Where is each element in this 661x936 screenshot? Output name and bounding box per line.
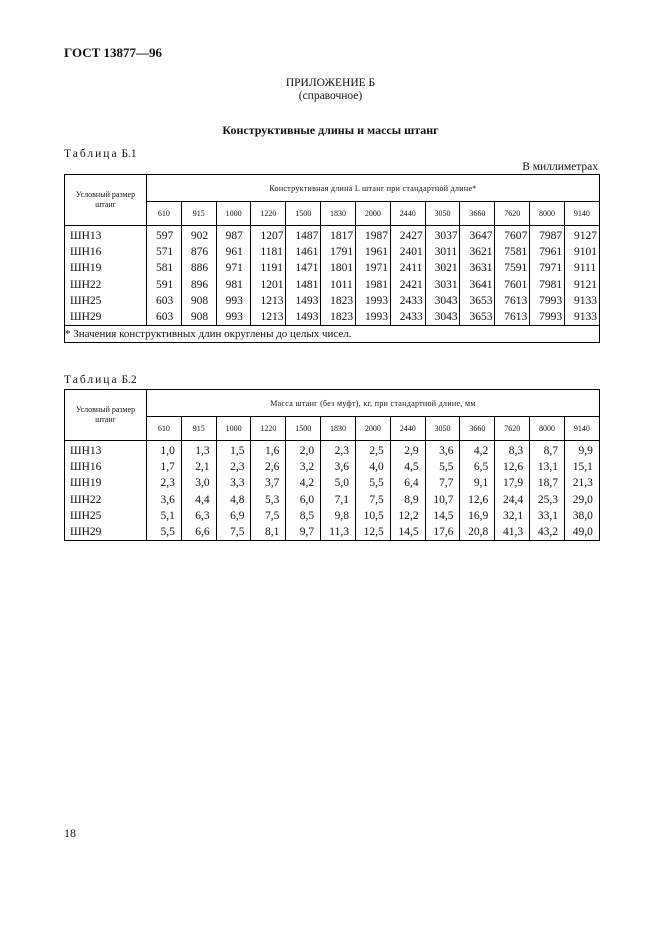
row-size-label: ШН29 [65,524,147,541]
table-cell: 25,3 [530,492,565,508]
table-cell: 961 [216,244,251,260]
table-cell: 7,5 [355,492,390,508]
table-cell: 1,3 [181,441,216,460]
table2-length-col-header: 1830 [321,417,356,441]
table-cell: 993 [216,309,251,326]
table1-caption-word: Таблица [64,148,119,160]
table-cell: 3043 [425,293,460,309]
table-cell: 7,1 [321,492,356,508]
row-size-label: ШН22 [65,492,147,508]
table-cell: 3031 [425,277,460,293]
table2-length-col-header: 9140 [564,417,599,441]
row-size-label: ШН16 [65,244,147,260]
table1-length-col-header: 1220 [251,202,286,226]
table-cell: 876 [181,244,216,260]
table-cell: 1213 [251,309,286,326]
table-cell: 2427 [390,226,425,245]
table-row [65,293,600,309]
table-cell: 8,5 [286,508,321,524]
table-cell: 7601 [495,277,530,293]
table-cell: 2,6 [251,459,286,475]
table1-length-header: Конструктивная длина L штанг при стандартной длине* [147,175,600,202]
table-cell: 1981 [355,277,390,293]
table-cell: 2,1 [181,459,216,475]
table-cell: 3,3 [216,475,251,491]
table-cell: 3621 [460,244,495,260]
table-cell: 1971 [355,260,390,276]
table-cell: 6,5 [460,459,495,475]
table-row [65,508,600,524]
table-cell: 14,5 [425,508,460,524]
table-cell: 3021 [425,260,460,276]
table-cell: 603 [147,309,182,326]
table1-length-col-header: 8000 [530,202,565,226]
table-cell: 3037 [425,226,460,245]
table-cell: 24,4 [495,492,530,508]
table1-units: В миллиметрах [522,161,598,173]
table1-length-col-header: 610 [147,202,182,226]
table2 [64,389,600,541]
table-cell: 3653 [460,309,495,326]
table-cell: 10,7 [425,492,460,508]
table-cell: 7581 [495,244,530,260]
table-cell: 1487 [286,226,321,245]
row-size-label: ШН13 [65,441,147,460]
table-cell: 4,8 [216,492,251,508]
row-size-label: ШН29 [65,309,147,326]
table-cell: 9111 [564,260,599,276]
table-cell: 3,7 [251,475,286,491]
table-cell: 3043 [425,309,460,326]
table-cell: 41,3 [495,524,530,541]
table-cell: 7993 [530,293,565,309]
table1-length-col-header: 1500 [286,202,321,226]
table-cell: 1993 [355,293,390,309]
page-number: 18 [64,826,76,840]
table2-length-col-header: 1000 [216,417,251,441]
table-row [65,244,600,260]
table-cell: 9,8 [321,508,356,524]
appendix-heading [0,77,661,103]
table-cell: 9,9 [564,441,599,460]
table-cell: 8,3 [495,441,530,460]
table-cell: 1817 [321,226,356,245]
table-cell: 3631 [460,260,495,276]
table1-length-col-header: 2000 [355,202,390,226]
table-cell: 597 [147,226,182,245]
table-cell: 8,1 [251,524,286,541]
table-row [65,492,600,508]
table-row [65,441,600,460]
table-cell: 7613 [495,293,530,309]
table-cell: 1201 [251,277,286,293]
table-cell: 3641 [460,277,495,293]
table-cell: 2421 [390,277,425,293]
table-cell: 5,1 [147,508,182,524]
table1-size-header: Условный размер штанг [65,175,147,226]
table-cell: 603 [147,293,182,309]
table-cell: 7981 [530,277,565,293]
table-cell: 1801 [321,260,356,276]
table-cell: 902 [181,226,216,245]
table-cell: 7607 [495,226,530,245]
table-cell: 3647 [460,226,495,245]
table-cell: 4,0 [355,459,390,475]
table-cell: 2401 [390,244,425,260]
table-cell: 7971 [530,260,565,276]
table-cell: 9133 [564,293,599,309]
table-cell: 7,5 [216,524,251,541]
table-cell: 14,5 [390,524,425,541]
table-cell: 6,9 [216,508,251,524]
table-cell: 2411 [390,260,425,276]
table-cell: 17,6 [425,524,460,541]
table-cell: 1461 [286,244,321,260]
table-cell: 3653 [460,293,495,309]
table-cell: 3011 [425,244,460,260]
table-cell: 981 [216,277,251,293]
table-cell: 15,1 [564,459,599,475]
table-cell: 7591 [495,260,530,276]
table2-length-col-header: 7620 [495,417,530,441]
table-cell: 1191 [251,260,286,276]
table1-body [65,226,600,326]
table-cell: 908 [181,293,216,309]
table2-caption-word: Таблица [64,374,119,386]
table-cell: 10,5 [355,508,390,524]
table2-length-col-header: 1220 [251,417,286,441]
table1-footnote: * Значения конструктивных длин округлены до целых чисел. [65,326,600,343]
table-cell: 9121 [564,277,599,293]
table1-length-col-header: 2440 [390,202,425,226]
table-cell: 1,6 [251,441,286,460]
document-code: ГОСТ 13877—96 [64,45,163,60]
table-cell: 8,9 [390,492,425,508]
table1-length-col-header: 3050 [425,202,460,226]
table-cell: 4,4 [181,492,216,508]
table-cell: 9133 [564,309,599,326]
table-cell: 4,2 [460,441,495,460]
row-size-label: ШН25 [65,508,147,524]
table-cell: 3,0 [181,475,216,491]
table-cell: 49,0 [564,524,599,541]
table-cell: 1493 [286,293,321,309]
table2-caption [64,374,137,386]
section-title: Конструктивные длины и массы штанг [222,123,439,137]
table-cell: 16,9 [460,508,495,524]
table-cell: 6,0 [286,492,321,508]
table-cell: 1481 [286,277,321,293]
row-size-label: ШН16 [65,459,147,475]
table2-length-col-header: 1500 [286,417,321,441]
table2-length-col-header: 3660 [460,417,495,441]
table2-length-col-header: 915 [181,417,216,441]
table-cell: 2433 [390,309,425,326]
table-cell: 581 [147,260,182,276]
table-cell: 1,5 [216,441,251,460]
table-cell: 6,6 [181,524,216,541]
table-cell: 5,5 [147,524,182,541]
table-cell: 43,2 [530,524,565,541]
table-cell: 32,1 [495,508,530,524]
table-cell: 1987 [355,226,390,245]
table-row [65,309,600,326]
table-cell: 9,1 [460,475,495,491]
table-cell: 20,8 [460,524,495,541]
table-cell: 1961 [355,244,390,260]
table1-length-col-header: 3660 [460,202,495,226]
table-cell: 7987 [530,226,565,245]
table-cell: 5,3 [251,492,286,508]
table-cell: 971 [216,260,251,276]
table-row [65,475,600,491]
row-size-label: ШН25 [65,293,147,309]
table-cell: 2,3 [216,459,251,475]
table1-length-col-header: 1830 [321,202,356,226]
table-cell: 9101 [564,244,599,260]
table-cell: 3,6 [425,441,460,460]
table-cell: 12,5 [355,524,390,541]
table2-size-header: Условный размер штанг [65,390,147,441]
table-cell: 571 [147,244,182,260]
table1-length-col-header: 1000 [216,202,251,226]
table2-caption-number: Б.2 [121,374,137,386]
table-cell: 4,2 [286,475,321,491]
table-cell: 1,7 [147,459,182,475]
table2-length-col-header: 8000 [530,417,565,441]
table-cell: 1993 [355,309,390,326]
table-cell: 1207 [251,226,286,245]
table-cell: 12,2 [390,508,425,524]
table-cell: 38,0 [564,508,599,524]
table2-body [65,441,600,541]
table-row [65,459,600,475]
table2-length-col-header: 2000 [355,417,390,441]
table-cell: 886 [181,260,216,276]
table-cell: 7993 [530,309,565,326]
table-cell: 1823 [321,309,356,326]
table-cell: 7,7 [425,475,460,491]
table-cell: 1213 [251,293,286,309]
row-size-label: ШН19 [65,260,147,276]
appendix-title: ПРИЛОЖЕНИЕ Б [285,77,376,89]
table-cell: 7961 [530,244,565,260]
table-cell: 5,5 [425,459,460,475]
table-cell: 9127 [564,226,599,245]
table1 [64,174,600,343]
table-cell: 1493 [286,309,321,326]
table-cell: 17,9 [495,475,530,491]
table-cell: 1791 [321,244,356,260]
table-cell: 7613 [495,309,530,326]
table-cell: 2,9 [390,441,425,460]
table-cell: 1181 [251,244,286,260]
table-cell: 6,3 [181,508,216,524]
appendix-subtitle: (справочное) [298,90,363,102]
table-cell: 1011 [321,277,356,293]
table-cell: 11,3 [321,524,356,541]
table-cell: 1,0 [147,441,182,460]
table-cell: 18,7 [530,475,565,491]
table2-mass-header: Масса штанг (без муфт), кг, при стандартной длине, мм [147,390,600,417]
table1-length-col-header: 9140 [564,202,599,226]
table-cell: 33,1 [530,508,565,524]
table-row [65,524,600,541]
table1-length-col-header: 7620 [495,202,530,226]
table-cell: 908 [181,309,216,326]
table-cell: 9,7 [286,524,321,541]
table-cell: 591 [147,277,182,293]
table-cell: 987 [216,226,251,245]
table-cell: 6,4 [390,475,425,491]
table-cell: 5,0 [321,475,356,491]
row-size-label: ШН22 [65,277,147,293]
table2-length-col-header: 3050 [425,417,460,441]
table-cell: 2,3 [147,475,182,491]
table-cell: 2,5 [355,441,390,460]
table-cell: 12,6 [495,459,530,475]
table1-caption [64,148,137,160]
table1-caption-number: Б.1 [121,148,137,160]
table-cell: 993 [216,293,251,309]
table-cell: 3,2 [286,459,321,475]
table-cell: 5,5 [355,475,390,491]
table-cell: 29,0 [564,492,599,508]
table-row [65,226,600,245]
row-size-label: ШН19 [65,475,147,491]
table-row [65,260,600,276]
table2-length-col-header: 2440 [390,417,425,441]
table-cell: 2,0 [286,441,321,460]
table-cell: 896 [181,277,216,293]
table-cell: 13,1 [530,459,565,475]
table-cell: 12,6 [460,492,495,508]
table1-length-col-header: 915 [181,202,216,226]
table2-length-col-header: 610 [147,417,182,441]
table-row [65,277,600,293]
table-cell: 3,6 [321,459,356,475]
table-cell: 4,5 [390,459,425,475]
row-size-label: ШН13 [65,226,147,245]
table-cell: 2,3 [321,441,356,460]
table-cell: 1823 [321,293,356,309]
table-cell: 1471 [286,260,321,276]
table-cell: 2433 [390,293,425,309]
table-cell: 21,3 [564,475,599,491]
table-cell: 3,6 [147,492,182,508]
table-cell: 8,7 [530,441,565,460]
table-cell: 7,5 [251,508,286,524]
